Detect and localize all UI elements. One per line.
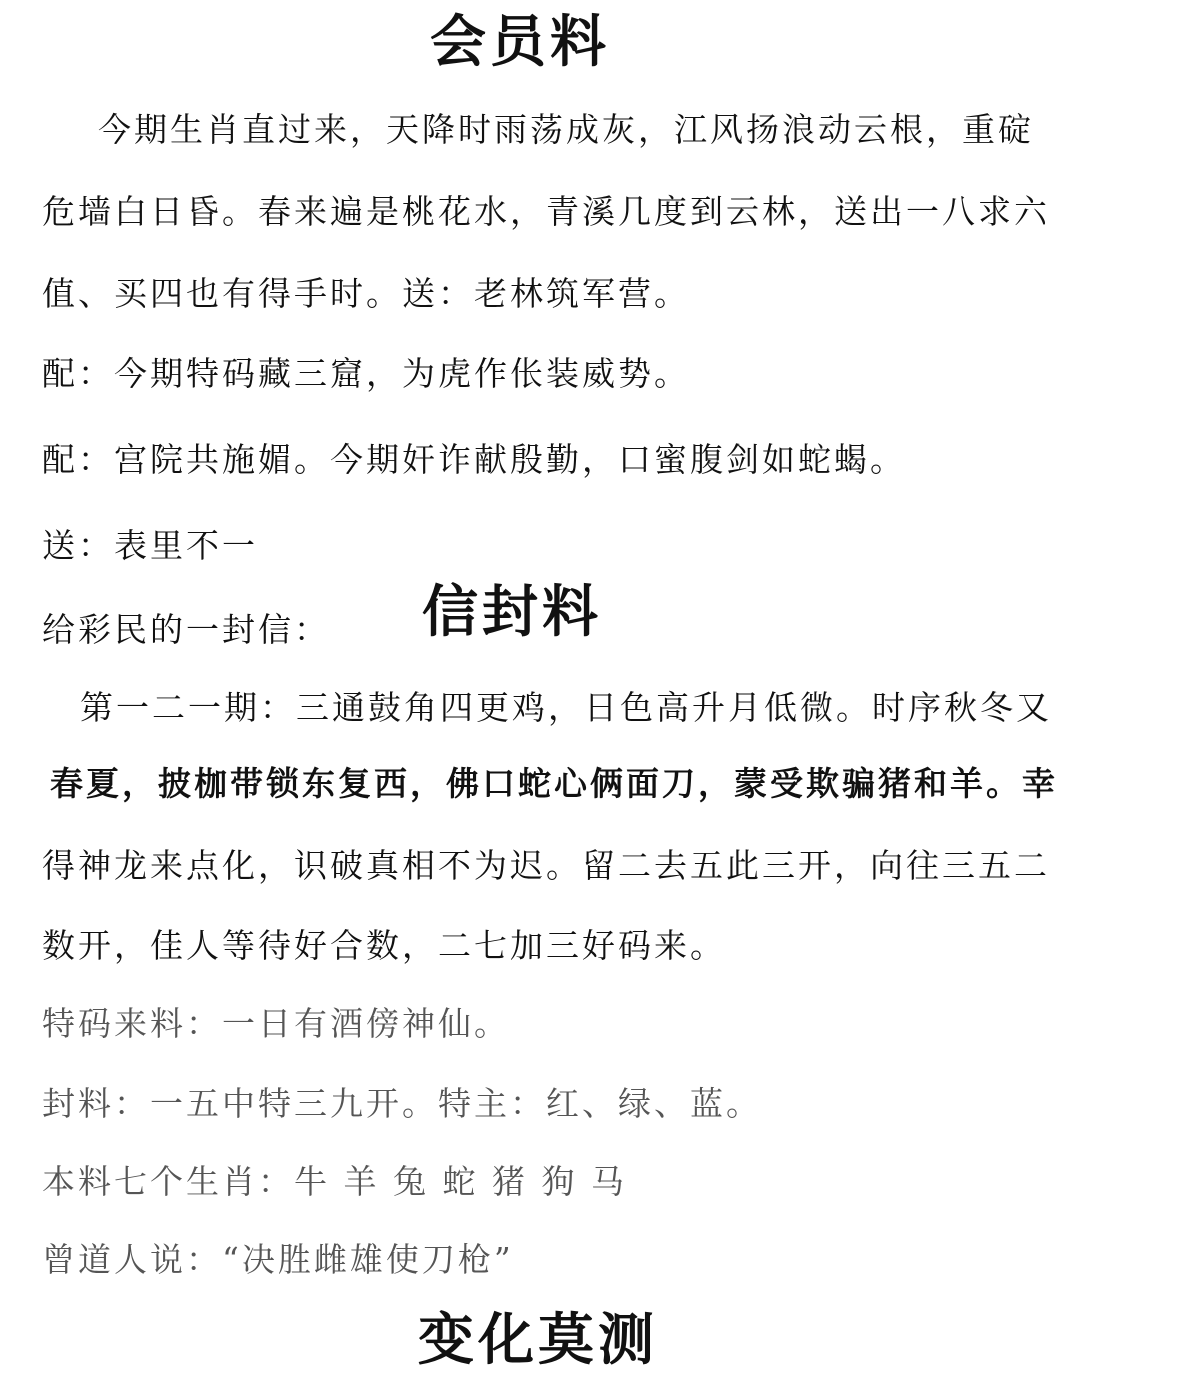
para2-line1: 第一二一期：三通鼓角四更鸡，日色高升月低微。时序秋冬又 xyxy=(80,688,1052,727)
daoren-line: 曾道人说：“决胜雌雄使刀枪” xyxy=(42,1240,514,1279)
para1-line2: 危墙白日昏。春来遍是桃花水，青溪几度到云林，送出一八求六 xyxy=(42,192,1050,231)
pei-line-2: 配：宫院共施媚。今期奸诈献殷勤，口蜜腹剑如蛇蝎。 xyxy=(42,440,906,479)
fengliao-line: 封料：一五中特三九开。特主：红、绿、蓝。 xyxy=(42,1084,762,1123)
para2-line3: 得神龙来点化，识破真相不为迟。留二去五此三开，向往三五二 xyxy=(42,846,1050,885)
para2-line2: 春夏，披枷带锁东复西，佛口蛇心俩面刀，蒙受欺骗猪和羊。幸 xyxy=(50,764,1058,803)
title-bianhuamoce: 变化莫测 xyxy=(418,1307,658,1373)
song-line: 送：表里不一 xyxy=(42,526,258,565)
title-xinfengliao: 信封料 xyxy=(422,579,602,645)
tema-line: 特码来料：一日有酒傍神仙。 xyxy=(42,1004,510,1043)
title-huiyuanliao: 会员料 xyxy=(430,9,610,75)
pei-line-1: 配：今期特码藏三窟，为虎作伥装威势。 xyxy=(42,354,690,393)
letter-label: 给彩民的一封信： xyxy=(42,610,330,649)
para1-line3: 值、买四也有得手时。送：老林筑军营。 xyxy=(42,274,690,313)
para2-line4: 数开，佳人等待好合数，二七加三好码来。 xyxy=(42,926,726,965)
qige-shengxiao-line: 本料七个生肖：牛 羊 兔 蛇 猪 狗 马 xyxy=(42,1162,627,1201)
para1-line1: 今期生肖直过来，天降时雨荡成灰，江风扬浪动云根，重碇 xyxy=(98,110,1034,149)
